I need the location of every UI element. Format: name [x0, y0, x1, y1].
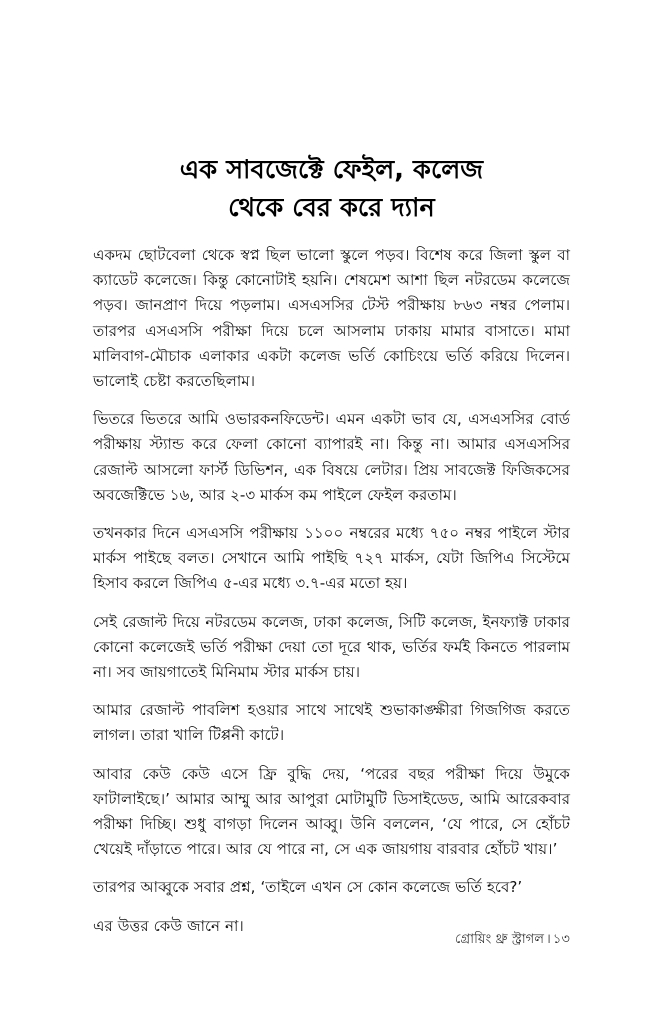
body-text-block — [93, 243, 570, 939]
page-footer — [93, 930, 570, 950]
chapter-title-line-1: এক সাবজেক্টে ফেইল, কলেজ — [179, 155, 484, 185]
paragraph-2: ভিতরে ভিতরে আমি ওভারকনফিডেন্ট। এমন একটা ভাব যে, এসএসসির বোর্ড পরীক্ষায় স্ট্যান্ড করে ফেলা কোনো ব্যাপারই না। কিন্তু না। আমার এসএসসির রেজাল্ট আসলো ফার্স্ট ডিভিশন, এক বিষয়ে লেটার। প্রিয় সাবজেক্ট ফিজিকসের অবজেক্টিভে ১৬, আর ২-৩ মার্কস কম পাইলে ফেইল করতাম। — [93, 410, 570, 504]
paragraph-7: তারপর আব্বুকে সবার প্রশ্ন, ‘তাইলে এখন সে কোন কলেজে ভর্তি হবে?’ — [93, 878, 523, 897]
chapter-title-line-2: থেকে বের করে দ্যান — [228, 192, 435, 223]
footer-separator: । — [546, 932, 551, 947]
footer-book-title: গ্রোয়িং থ্রু স্ট্রাগল — [455, 932, 545, 947]
paragraph-4: সেই রেজাল্ট দিয়ে নটরডেম কলেজ, ঢাকা কলেজ, সিটি কলেজ, ইনফ্যাক্ট ঢাকার কোনো কলেজেই ভর্তি পরীক্ষা দেয়া তো দূরে থাক, ভর্তির ফর্মই কিনতে পারলাম না। সব জায়গাতেই মিনিমাম স্টার মার্কস চায়। — [93, 612, 570, 682]
paragraph-1: একদম ছোটবেলা থেকে স্বপ্ন ছিল ভালো স্কুলে পড়ব। বিশেষ করে জিলা স্কুল বা ক্যাডেট কলেজে। কিন্তু কোনোটাই হয়নি। শেষমেশ আশা ছিল নটরডেম কলেজে পড়ব। জানপ্রাণ দিয়ে পড়লাম। এসএসসির টেস্ট পরীক্ষায় ৮৬৩ নম্বর পেলাম। তারপর এসএসসি পরীক্ষা দিয়ে চলে আসলাম ঢাকায় মামার বাসাতে। মামা মালিবাগ-মৌচাক এলাকার একটা কলেজ ভর্তি কোচিংয়ে ভর্তি করিয়ে দিলেন। ভালোই চেষ্টা করতেছিলাম। — [93, 246, 570, 391]
page-content-column — [93, 0, 570, 1024]
paragraph-6: আবার কেউ কেউ এসে ফ্রি বুদ্ধি দেয়, ‘পরের বছর পরীক্ষা দিয়ে উমুকে ফাটালাইছে।’ আমার আম্মু আর আপুরা মোটামুটি ডিসাইডেড, আমি আরেকবার পরীক্ষা দিচ্ছি। শুধু বাগড়া দিলেন আব্বু। উনি বললেন, ‘যে পারে, সে হোঁচট খেয়েই দাঁড়াতে পারে। আর যে পারে না, সে এক জায়গায় বারবার হোঁচট খায়।’ — [93, 764, 570, 859]
paragraph-8: এর উত্তর কেউ জানে না। — [93, 916, 244, 935]
chapter-title — [93, 152, 570, 227]
paragraph-5: আমার রেজাল্ট পাবলিশ হওয়ার সাথে সাথেই শুভাকাঙ্ক্ষীরা গিজগিজ করতে লাগল। তারা খালি টিপ্পনী কাটে। — [93, 701, 570, 745]
footer-page-number: ১৩ — [552, 932, 570, 947]
paragraph-3: তখনকার দিনে এসএসসি পরীক্ষায় ১১০০ নম্বরের মধ্যে ৭৫০ নম্বর পাইলে স্টার মার্কস পাইছে বলত। সেখানে আমি পাইছি ৭২৭ মার্কস, যেটা জিপিএ সিস্টেমে হিসাব করলে জিপিএ ৫-এর মধ্যে ৩.৭-এর মতো হয়। — [93, 524, 570, 593]
